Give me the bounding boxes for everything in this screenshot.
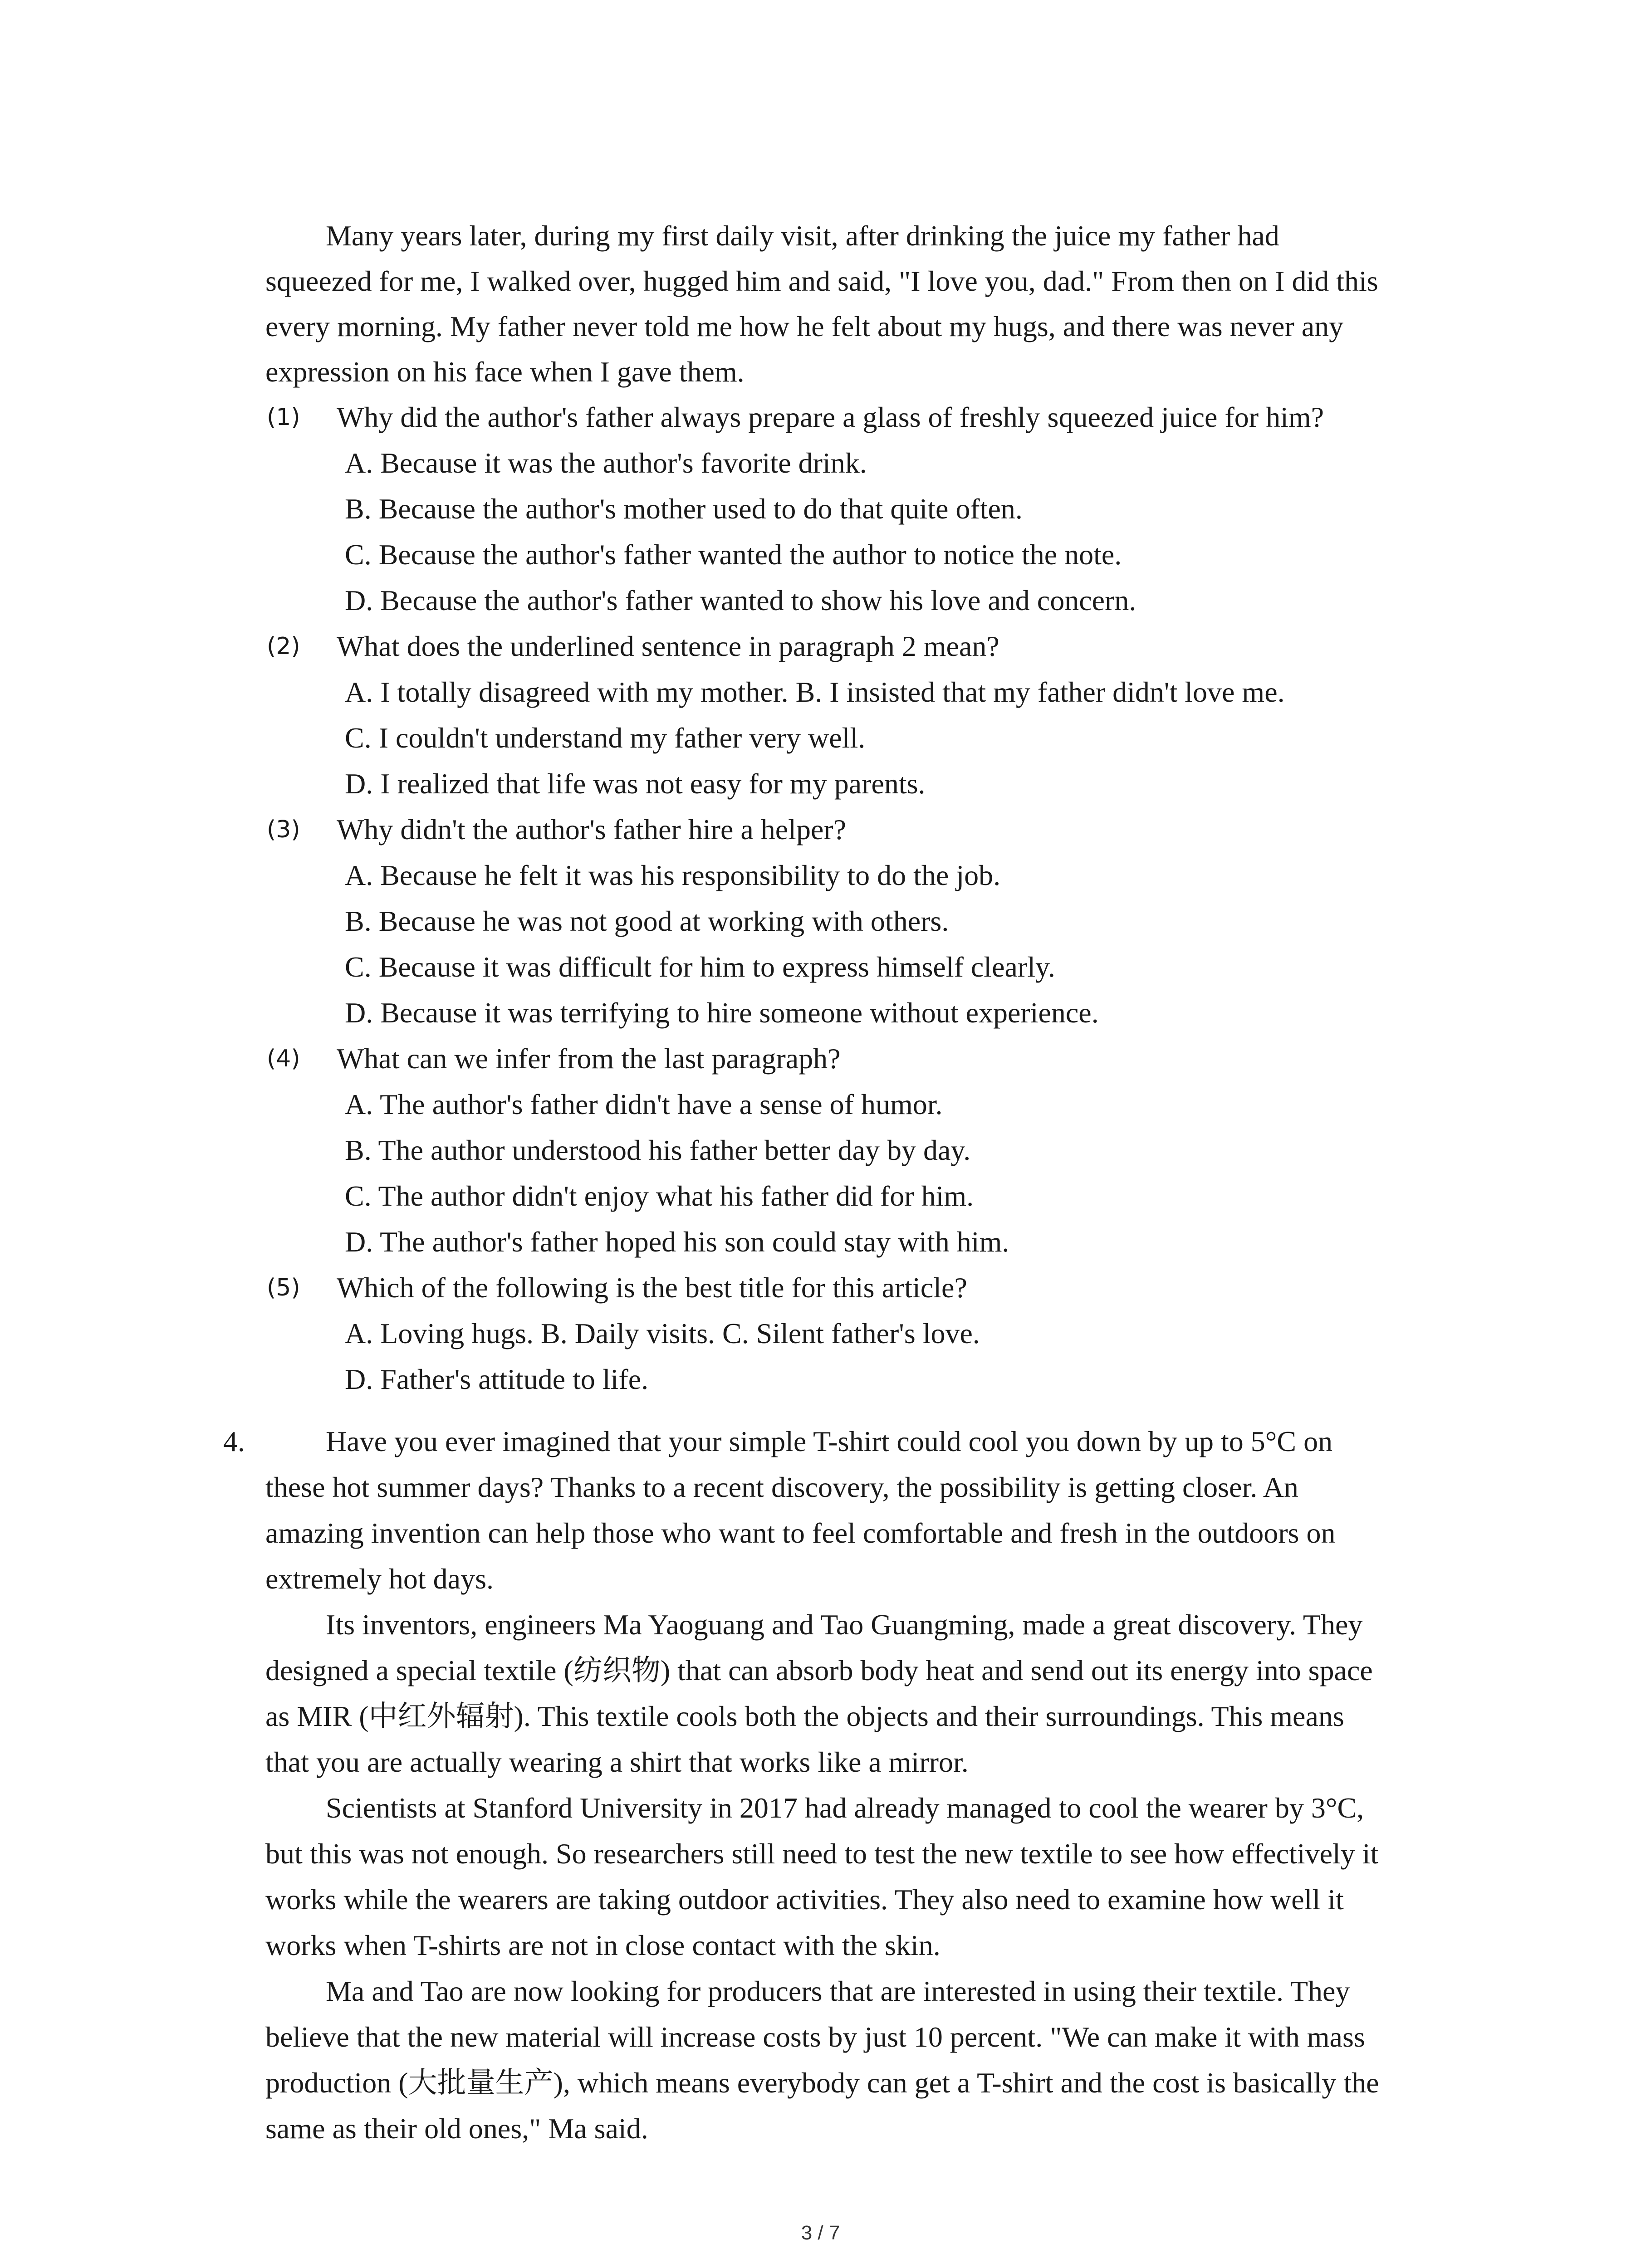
answer-option[interactable]: D. Because the author's father wanted to show his love and concern. — [345, 584, 1136, 616]
passage-line: amazing invention can help those who want to feel comfortable and fresh in the outdoors on — [265, 1517, 1336, 1549]
question-stem: What does the underlined sentence in paragraph 2 mean? — [337, 630, 999, 662]
answer-option[interactable]: D. Because it was terrifying to hire someone without experience. — [345, 997, 1099, 1029]
question-number: (3) — [267, 816, 300, 843]
answer-option[interactable]: A. Loving hugs. B. Daily visits. C. Silent father's love. — [345, 1317, 980, 1349]
question-stem: Which of the following is the best title for this article? — [337, 1271, 967, 1304]
passage-line: same as their old ones," Ma said. — [265, 2112, 648, 2145]
question-stem: What can we infer from the last paragraph? — [337, 1042, 841, 1075]
passage-line: every morning. My father never told me how he felt about my hugs, and there was never any — [265, 310, 1344, 342]
answer-option[interactable]: A. Because he felt it was his responsibility to do the job. — [345, 859, 1001, 891]
question-number: (4) — [267, 1045, 300, 1072]
passage-line: extremely hot days. — [265, 1563, 494, 1595]
passage-line: squeezed for me, I walked over, hugged him and said, "I love you, dad." From then on I did this — [265, 265, 1378, 297]
page-number: 3 / 7 — [801, 2222, 840, 2244]
passage-line: believe that the new material will increase costs by just 10 percent. "We can make it with mass — [265, 2021, 1365, 2053]
passage-line: Have you ever imagined that your simple T-shirt could cool you down by up to 5°C on — [326, 1425, 1333, 1457]
passage-line: as MIR (中红外辐射). This textile cools both the objects and their surroundings. This means — [265, 1700, 1344, 1732]
passage-line: Many years later, during my first daily visit, after drinking the juice my father had — [326, 220, 1279, 252]
question-number: (5) — [267, 1274, 300, 1301]
answer-option[interactable]: C. The author didn't enjoy what his father did for him. — [345, 1180, 974, 1212]
answer-option[interactable]: B. Because the author's mother used to do that quite often. — [345, 493, 1023, 525]
question-number: (1) — [267, 404, 300, 431]
passage-line: production (大批量生产), which means everybody can get a T-shirt and the cost is basically the — [265, 2067, 1379, 2099]
answer-option[interactable]: B. The author understood his father better day by day. — [345, 1134, 971, 1166]
passage-line: Scientists at Stanford University in 2017 had already managed to cool the wearer by 3°C, — [326, 1792, 1364, 1824]
passage-line: Ma and Tao are now looking for producers that are interested in using their textile. They — [326, 1975, 1350, 2007]
answer-option[interactable]: A. Because it was the author's favorite drink. — [345, 447, 867, 479]
passage-line: Its inventors, engineers Ma Yaoguang and Tao Guangming, made a great discovery. They — [326, 1608, 1363, 1641]
answer-option[interactable]: A. I totally disagreed with my mother. B. I insisted that my father didn't love me. — [345, 676, 1285, 708]
answer-option[interactable]: C. I couldn't understand my father very well. — [345, 722, 866, 754]
passage-line: designed a special textile (纺织物) that can absorb body heat and send out its energy into space — [265, 1654, 1373, 1686]
answer-option[interactable]: D. I realized that life was not easy for my parents. — [345, 767, 926, 800]
question-number: (2) — [267, 633, 300, 660]
answer-option[interactable]: D. The author's father hoped his son could stay with him. — [345, 1226, 1009, 1258]
passage-line: but this was not enough. So researchers still need to test the new textile to see how effectively it — [265, 1838, 1379, 1870]
answer-option[interactable]: C. Because the author's father wanted the author to notice the note. — [345, 538, 1122, 571]
answer-option[interactable]: A. The author's father didn't have a sense of humor. — [345, 1088, 943, 1120]
passage-line: expression on his face when I gave them. — [265, 356, 745, 388]
question-stem: Why didn't the author's father hire a helper? — [337, 813, 847, 846]
passage-line: works when T-shirts are not in close contact with the skin. — [265, 1929, 941, 1961]
answer-option[interactable]: D. Father's attitude to life. — [345, 1363, 649, 1395]
question-stem: Why did the author's father always prepare a glass of freshly squeezed juice for him? — [337, 401, 1324, 433]
passage-number: 4. — [223, 1425, 245, 1457]
answer-option[interactable]: C. Because it was difficult for him to express himself clearly. — [345, 951, 1055, 983]
passage-line: these hot summer days? Thanks to a recent discovery, the possibility is getting closer. An — [265, 1471, 1298, 1503]
passage-line: that you are actually wearing a shirt that works like a mirror. — [265, 1746, 969, 1778]
answer-option[interactable]: B. Because he was not good at working with others. — [345, 905, 949, 937]
passage-line: works while the wearers are taking outdoor activities. They also need to examine how well it — [265, 1883, 1344, 1916]
